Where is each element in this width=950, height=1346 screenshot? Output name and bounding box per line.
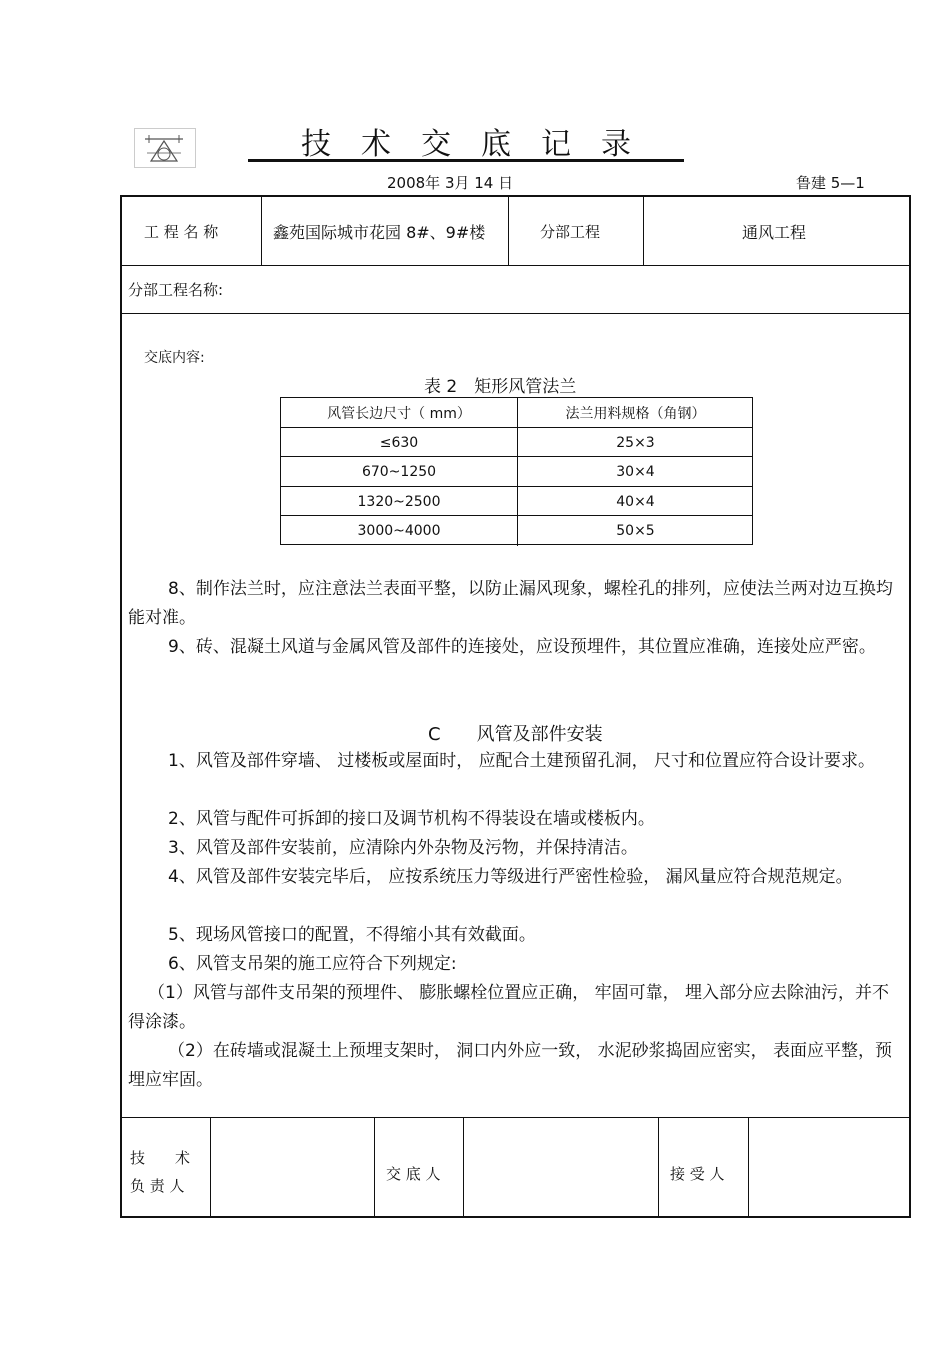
table-row [281, 515, 752, 546]
divider [658, 1117, 659, 1218]
sub-project-label: 分部工程 [540, 223, 601, 241]
content-label: 交底内容: [144, 350, 205, 366]
discloser-label: 交 底 人 [386, 1165, 441, 1183]
divider [643, 197, 644, 266]
paragraph: 1、风管及部件穿墙、 过楼板或屋面时， 应配合土建预留孔洞， 尺寸和位置应符合设计要求。 [168, 751, 876, 771]
table-header-cell: 风管长边尺寸（ mm） [327, 405, 471, 422]
divider [210, 1117, 211, 1218]
table-title: 表 2 矩形风管法兰 [424, 377, 577, 397]
table-cell: ≤630 [379, 434, 419, 451]
table-cell: 30×4 [517, 457, 753, 487]
flange-spec-table [280, 397, 753, 545]
tech-lead-label: 负 责 人 [130, 1177, 185, 1195]
divider [463, 1117, 464, 1218]
table-header-cell: 法兰用料规格（角钢） [517, 398, 753, 428]
paragraph: 6、风管支吊架的施工应符合下列规定: [168, 954, 457, 974]
sub-project-value: 通风工程 [742, 223, 807, 242]
table-cell: 50×5 [517, 516, 753, 546]
paragraph: 2、风管与配件可拆卸的接口及调节机构不得装设在墙或楼板内。 [168, 809, 655, 829]
divider [261, 197, 262, 266]
record-form [120, 195, 911, 1218]
project-name-label: 工 程 名 称 [144, 223, 219, 241]
table-cell: 3000~4000 [357, 522, 441, 539]
paragraph: 8、制作法兰时，应注意法兰表面平整，以防止漏风现象，螺栓孔的排列，应使法兰两对边互换均能对准。 [128, 579, 893, 628]
divider [748, 1117, 749, 1218]
paragraph: 5、现场风管接口的配置，不得缩小其有效截面。 [168, 925, 536, 945]
form-number: 鲁建 5—1 [796, 174, 865, 192]
divider [122, 265, 909, 266]
receiver-label: 接 受 人 [670, 1165, 725, 1183]
divider [122, 313, 909, 314]
divider [122, 1117, 909, 1118]
sub-project-name-label: 分部工程名称: [128, 281, 224, 299]
paragraph: （1）风管与部件支吊架的预埋件、 膨胀螺栓位置应正确， 牢固可靠， 埋入部分应去除油污，并不得涂漆。 [128, 983, 890, 1032]
section-title: C 风管及部件安装 [428, 724, 603, 745]
table-cell: 40×4 [517, 487, 753, 517]
table-row [281, 456, 752, 487]
divider [508, 197, 509, 266]
paragraph: 9、砖、混凝土风道与金属风管及部件的连接处，应设预埋件，其位置应准确，连接处应严密。 [168, 637, 876, 657]
page-title: 技术交底记录 [248, 128, 684, 162]
table-cell: 670~1250 [361, 463, 437, 480]
paragraph: 4、风管及部件安装完毕后， 应按系统压力等级进行严密性检验， 漏风量应符合规范规定。 [168, 867, 853, 887]
project-name-value: 鑫苑国际城市花园 8#、9#楼 [273, 223, 486, 242]
divider [374, 1117, 375, 1218]
record-date: 2008年 3月 14 日 [387, 174, 514, 192]
paragraph: （2）在砖墙或混凝土上预埋支架时， 洞口内外应一致， 水泥砂浆捣固应密实， 表面应平整，预埋应牢固。 [128, 1041, 893, 1090]
table-cell: 25×3 [517, 428, 753, 458]
table-header-row [281, 398, 752, 428]
table-cell: 1320~2500 [357, 493, 441, 510]
company-logo [134, 128, 196, 168]
table-row [281, 427, 752, 458]
table-row [281, 486, 752, 517]
paragraph: 3、风管及部件安装前，应清除内外杂物及污物，并保持清洁。 [168, 838, 638, 858]
tech-lead-label: 技 术 [130, 1149, 191, 1167]
